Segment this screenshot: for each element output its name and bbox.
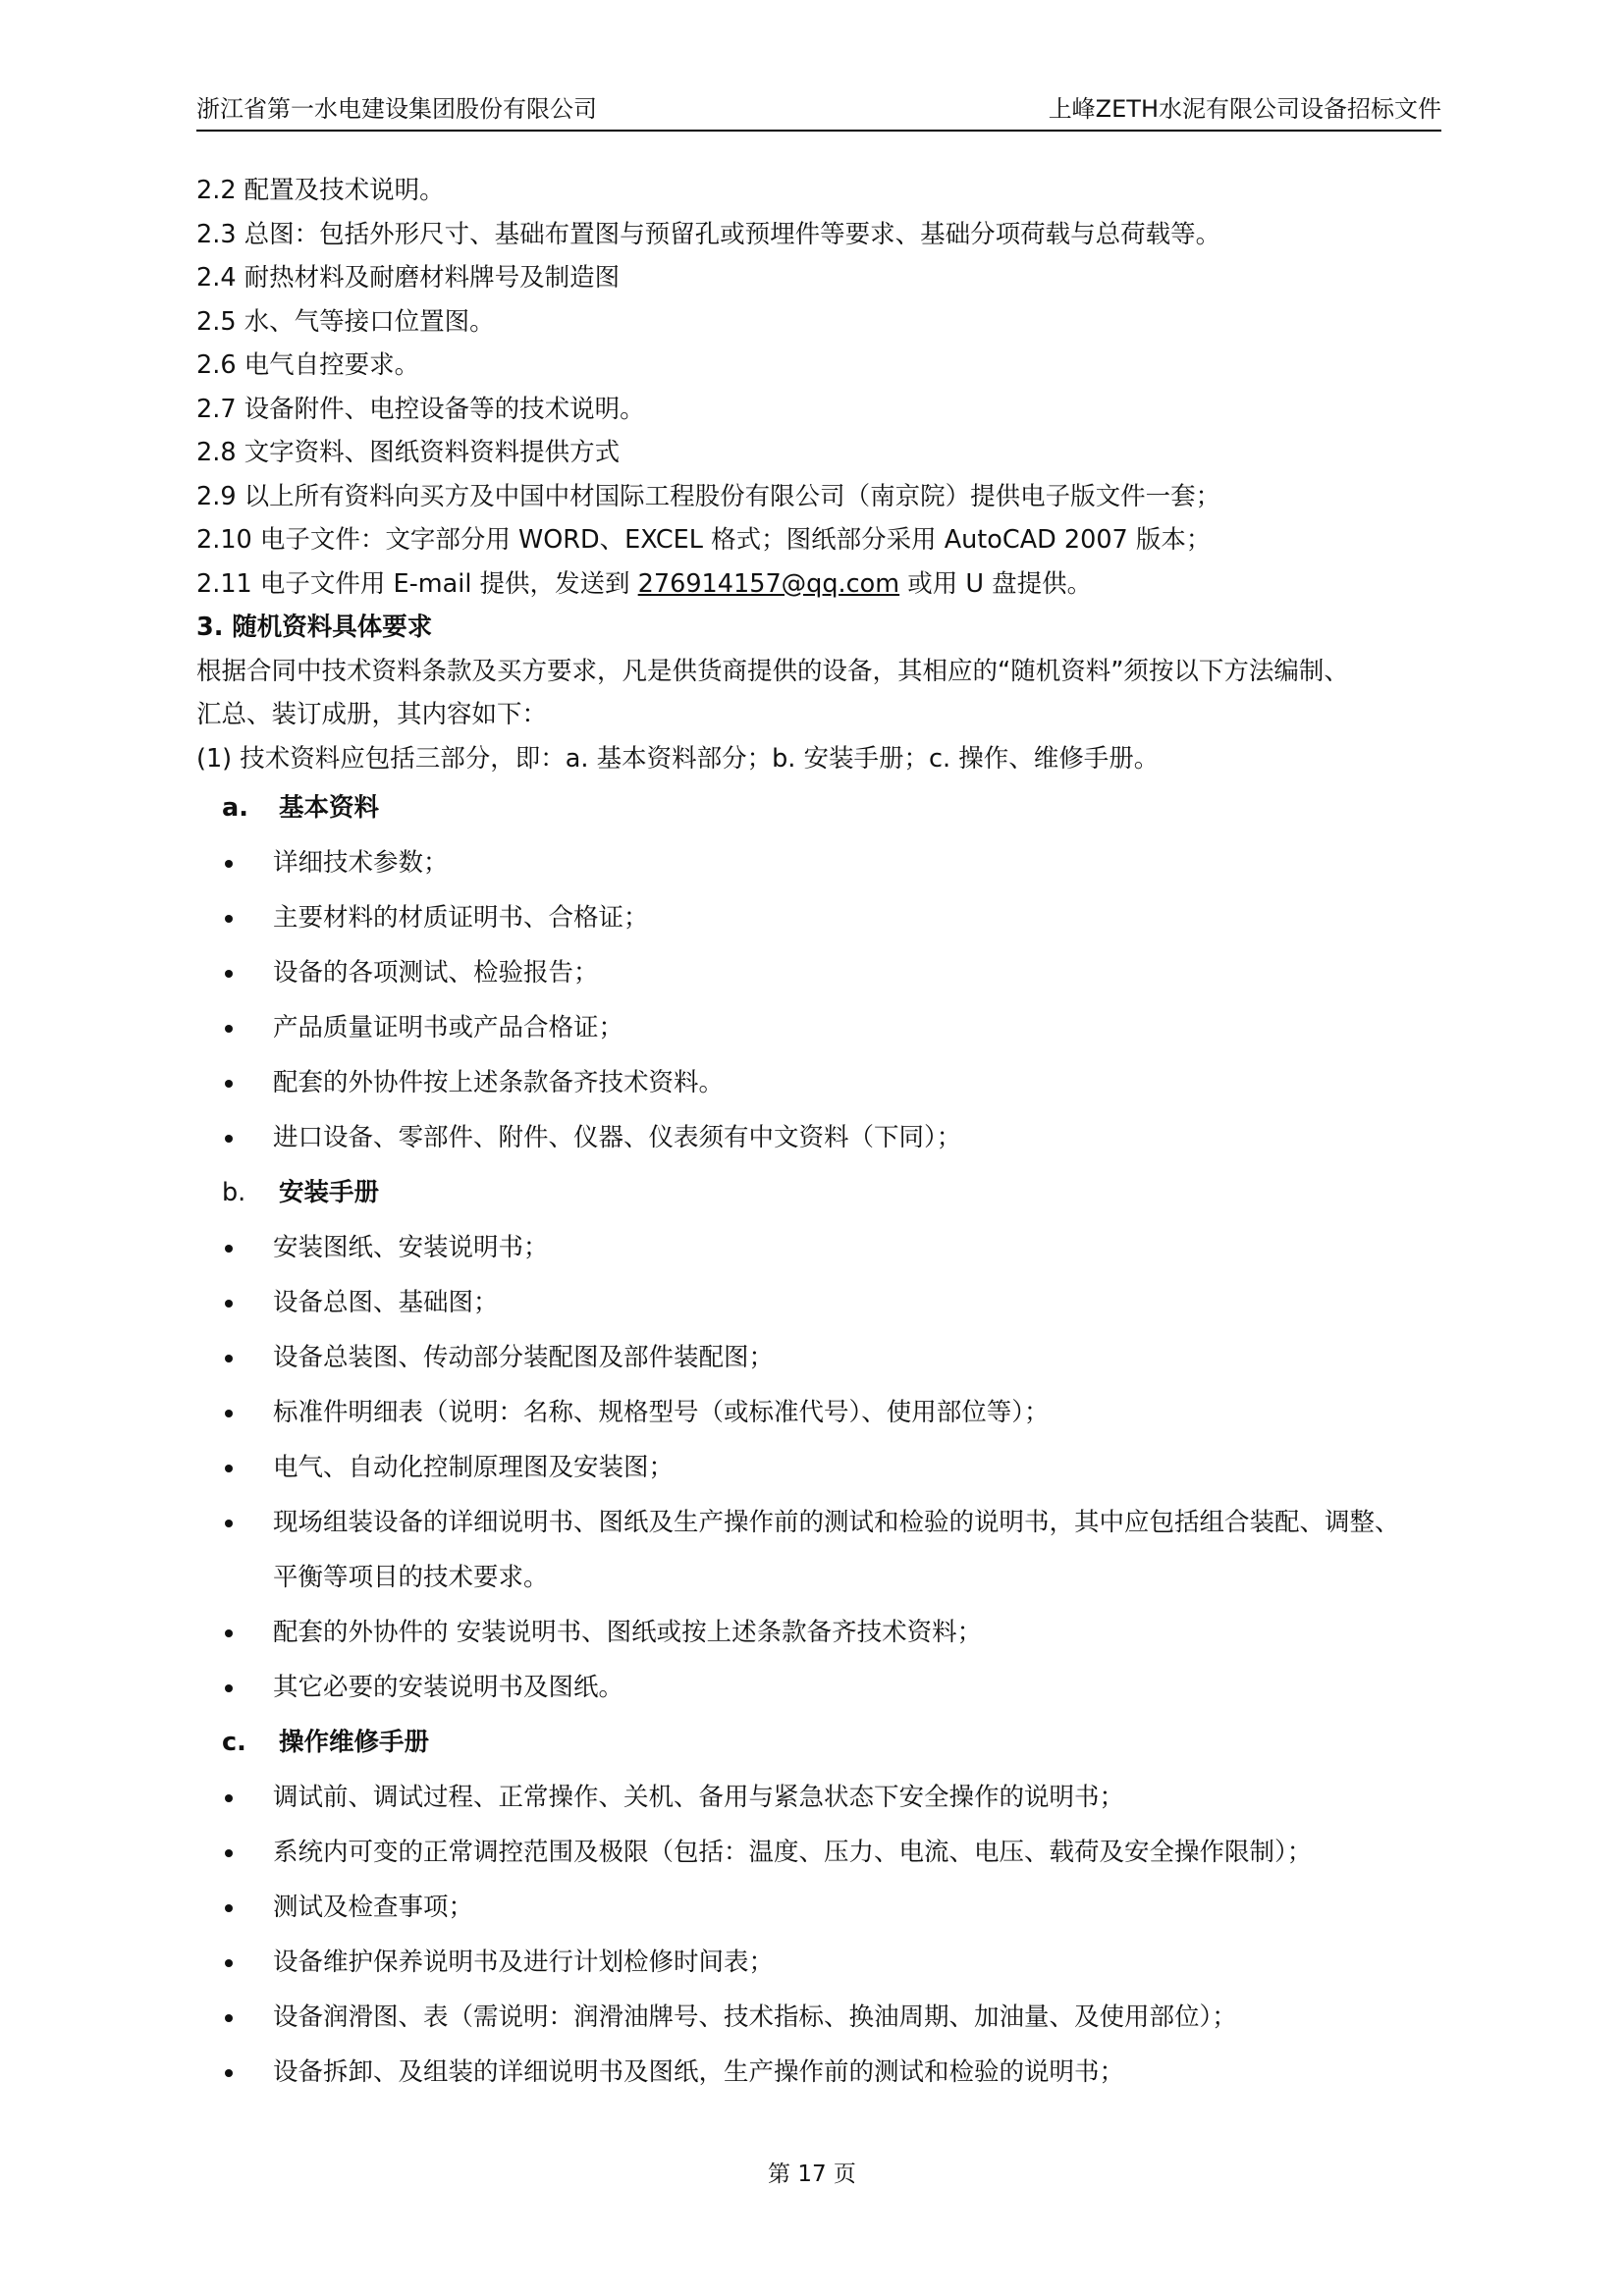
bullet-icon xyxy=(225,1684,233,1692)
bullet-icon xyxy=(225,1410,233,1417)
bullet-item: 测试及检查事项； xyxy=(196,1880,1441,1935)
point-1: (1) 技术资料应包括三部分，即：a. 基本资料部分；b. 安装手册；c. 操作、维修手册。 xyxy=(196,743,1160,774)
bullet-icon xyxy=(225,1849,233,1857)
bullet-item: 配套的外协件的 安装说明书、图纸或按上述条款备齐技术资料； xyxy=(196,1605,1441,1660)
bullet-item: 设备润滑图、表（需说明：润滑油牌号、技术指标、换油周期、加油量、及使用部位）； xyxy=(196,1990,1441,2045)
document-body xyxy=(196,169,1441,2100)
section-3-intro-line-1: 根据合同中技术资料条款及买方要求，凡是供货商提供的设备，其相应的“随机资料”须按以下方法编制、 xyxy=(196,656,1349,686)
item-2-11 xyxy=(196,562,1441,607)
bullet-item: 电气、自动化控制原理图及安装图； xyxy=(196,1440,1441,1495)
header-company: 浙江省第一水电建设集团股份有限公司 xyxy=(196,95,597,123)
bullet-item: 现场组装设备的详细说明书、图纸及生产操作前的测试和检验的说明书，其中应包括组合装配、调整、平衡等项目的技术要求。 xyxy=(196,1495,1441,1605)
bullet-icon xyxy=(225,1355,233,1362)
page-header xyxy=(196,92,1441,132)
bullet-icon xyxy=(225,2069,233,2077)
item-2-8: 2.8 文字资料、图纸资料资料提供方式 xyxy=(196,438,621,467)
section-3-intro-line-2: 汇总、装订成册，其内容如下： xyxy=(196,700,548,729)
bullet-item: 进口设备、零部件、附件、仪器、仪表须有中文资料（下同）； xyxy=(196,1110,1441,1165)
subsection-a-letter: a. xyxy=(222,793,248,823)
bullet-item: 系统内可变的正常调控范围及极限（包括：温度、压力、电流、电压、载荷及安全操作限制）； xyxy=(196,1825,1441,1880)
item-2-2: 2.2 配置及技术说明。 xyxy=(196,176,445,205)
subsection-a-title: 基本资料 xyxy=(279,793,380,823)
bullet-item: 调试前、调试过程、正常操作、关机、备用与紧急状态下安全操作的说明书； xyxy=(196,1770,1441,1825)
item-2-5: 2.5 水、气等接口位置图。 xyxy=(196,306,495,337)
bullet-icon xyxy=(225,2014,233,2022)
bullet-item: 标准件明细表（说明：名称、规格型号（或标准代号）、使用部位等）； xyxy=(196,1385,1441,1440)
bullet-item: 主要材料的材质证明书、合格证； xyxy=(196,890,1441,945)
bullet-item: 产品质量证明书或产品合格证； xyxy=(196,1000,1441,1055)
bullet-item: 设备的各项测试、检验报告； xyxy=(196,945,1441,1000)
bullet-icon xyxy=(225,1629,233,1637)
header-document-title: 上峰ZETH水泥有限公司设备招标文件 xyxy=(1048,95,1441,123)
bullet-icon xyxy=(225,1080,233,1088)
bullet-icon xyxy=(225,970,233,978)
item-2-9: 2.9 以上所有资料向买方及中国中材国际工程股份有限公司（南京院）提供电子版文件一套； xyxy=(196,481,1221,511)
subsection-c-heading xyxy=(196,1715,1441,1770)
page-number: 第 17 页 xyxy=(768,2162,856,2187)
item-2-3: 2.3 总图：包括外形尺寸、基础布置图与预留孔或预埋件等要求、基础分项荷载与总荷载等。 xyxy=(196,219,1221,249)
item-2-11-text: 2.11 电子文件用 E-mail 提供，发送到 xyxy=(196,568,638,599)
bullet-item: 设备维护保养说明书及进行计划检修时间表； xyxy=(196,1935,1441,1990)
item-2-10: 2.10 电子文件：文字部分用 WORD、EXCEL 格式；图纸部分采用 AutoCAD 2007 版本； xyxy=(196,525,1212,555)
bullet-icon xyxy=(225,860,233,868)
bullet-item: 其它必要的安装说明书及图纸。 xyxy=(196,1660,1441,1715)
bullet-icon xyxy=(225,915,233,923)
bullet-item: 详细技术参数； xyxy=(196,835,1441,890)
bullet-icon xyxy=(225,1520,233,1527)
section-3-heading: 3. 随机资料具体要求 xyxy=(196,613,433,642)
bullet-item: 设备总装图、传动部分装配图及部件装配图； xyxy=(196,1330,1441,1385)
item-2-6: 2.6 电气自控要求。 xyxy=(196,350,420,380)
subsection-c-letter: c. xyxy=(222,1728,246,1757)
bullet-icon xyxy=(225,1794,233,1802)
subsection-b-heading xyxy=(196,1165,1441,1220)
item-2-11-text-end: 或用 U 盘提供。 xyxy=(899,568,1093,599)
email-link[interactable]: 276914157@qq.com xyxy=(637,568,900,599)
bullet-icon xyxy=(225,1300,233,1308)
bullet-item: 设备总图、基础图； xyxy=(196,1275,1441,1330)
item-2-4: 2.4 耐热材料及耐磨材料牌号及制造图 xyxy=(196,263,621,293)
bullet-icon xyxy=(225,1135,233,1143)
bullet-icon xyxy=(225,1025,233,1033)
subsection-c-title: 操作维修手册 xyxy=(279,1728,430,1757)
item-2-7: 2.7 设备附件、电控设备等的技术说明。 xyxy=(196,394,645,424)
bullet-icon xyxy=(225,1465,233,1472)
subsection-b-title: 安装手册 xyxy=(279,1178,380,1207)
bullet-item: 设备拆卸、及组装的详细说明书及图纸，生产操作前的测试和检验的说明书； xyxy=(196,2045,1441,2100)
subsection-a-heading xyxy=(196,780,1441,835)
bullet-icon xyxy=(225,1959,233,1967)
bullet-icon xyxy=(225,1245,233,1253)
bullet-item: 配套的外协件按上述条款备齐技术资料。 xyxy=(196,1055,1441,1110)
bullet-icon xyxy=(225,1904,233,1912)
bullet-item: 安装图纸、安装说明书； xyxy=(196,1220,1441,1275)
subsection-b-letter: b. xyxy=(222,1178,246,1207)
